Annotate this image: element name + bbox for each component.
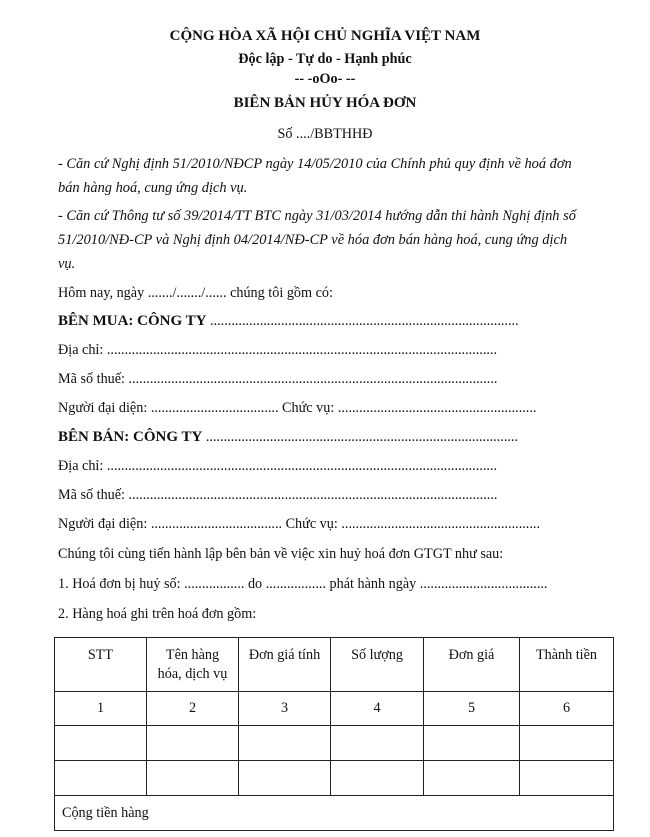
seller-company-field: ........................................................................................ <box>205 429 518 445</box>
seller-title: BÊN BÁN: CÔNG TY <box>58 429 203 445</box>
table-cell <box>55 726 147 761</box>
table-row <box>55 761 614 796</box>
table-cell <box>520 761 614 796</box>
header-goods-name-line-2: hóa, dịch vụ <box>157 666 228 682</box>
goods-table <box>54 637 614 831</box>
document-title: BIÊN BẢN HỦY HÓA ĐƠN <box>233 95 417 111</box>
buyer-address-field: Địa chỉ: .............................................................................................................. <box>58 342 498 358</box>
table-cell <box>147 726 239 761</box>
table-cell <box>55 761 147 796</box>
header-unit-price: Đơn giá tính <box>239 638 331 692</box>
legal-basis-2-line-3: vụ. <box>58 256 76 272</box>
legal-basis-2-line-2: 51/2010/NĐ-CP và Nghị định 04/2014/NĐ-CP về hóa đơn bán hàng hoá, cung ứng dịch <box>58 232 568 248</box>
document-number: Số ..../BBTHHĐ <box>277 126 373 142</box>
table-cell <box>147 761 239 796</box>
buyer-tax-code-field: Mã số thuế: ........................................................................................................ <box>58 371 498 387</box>
legal-basis-2-line-1: - Căn cứ Thông tư số 39/2014/TT BTC ngày 31/03/2014 hướng dẫn thi hành Nghị định số <box>58 208 576 224</box>
header-stt: STT <box>55 638 147 692</box>
buyer-title-line <box>58 313 519 330</box>
table-cell <box>331 761 424 796</box>
national-motto: Độc lập - Tự do - Hạnh phúc <box>238 51 412 67</box>
table-total-row <box>55 796 614 831</box>
intro-date-line: Hôm nay, ngày ......./......./...... chúng tôi gồm có: <box>58 285 333 301</box>
statement-text: Chúng tôi cùng tiến hành lập bên bản về việc xin huỷ hoá đơn GTGT như sau: <box>58 546 504 562</box>
table-row <box>55 726 614 761</box>
column-number-6: 6 <box>520 692 614 726</box>
seller-title-line <box>58 429 518 446</box>
table-cell <box>331 726 424 761</box>
cancelled-invoice-field: 1. Hoá đơn bị huỷ số: ................. do ................. phát hành ngày .................................... <box>58 576 548 592</box>
column-number-1: 1 <box>55 692 147 726</box>
table-cell <box>239 726 331 761</box>
seller-address-field: Địa chỉ: .............................................................................................................. <box>58 458 498 474</box>
column-number-4: 4 <box>331 692 424 726</box>
legal-basis-1-line-1: - Căn cứ Nghị định 51/2010/NĐCP ngày 14/05/2010 của Chính phủ quy định về hoá đơn <box>58 156 572 172</box>
seller-tax-code-field: Mã số thuế: ........................................................................................................ <box>58 487 498 503</box>
column-number-3: 3 <box>239 692 331 726</box>
buyer-title: BÊN MUA: CÔNG TY <box>58 313 207 329</box>
table-header-row <box>55 638 614 692</box>
table-cell <box>424 761 520 796</box>
table-number-row <box>55 692 614 726</box>
buyer-company-field: ....................................................................................... <box>210 313 519 329</box>
column-number-2: 2 <box>147 692 239 726</box>
header-quantity: Số lượng <box>331 638 424 692</box>
table-cell <box>424 726 520 761</box>
table-cell <box>520 726 614 761</box>
buyer-representative-field: Người đại diện: .................................... Chức vụ: ........................................................ <box>58 400 537 416</box>
table-cell <box>239 761 331 796</box>
legal-basis-1-line-2: bán hàng hoá, cung ứng dịch vụ. <box>58 180 248 196</box>
header-goods-name <box>147 638 239 692</box>
header-separator: -- -oOo- -- <box>294 71 356 87</box>
goods-list-heading: 2. Hàng hoá ghi trên hoá đơn gồm: <box>58 606 257 622</box>
total-goods-label: Cộng tiền hàng <box>55 796 614 831</box>
column-number-5: 5 <box>424 692 520 726</box>
header-goods-name-line-1: Tên hàng <box>165 647 220 663</box>
national-title: CỘNG HÒA XÃ HỘI CHỦ NGHĨA VIỆT NAM <box>169 28 481 44</box>
header-total: Thành tiền <box>520 638 614 692</box>
seller-representative-field: Người đại diện: ..................................... Chức vụ: ........................................................ <box>58 516 540 532</box>
header-price: Đơn giá <box>424 638 520 692</box>
